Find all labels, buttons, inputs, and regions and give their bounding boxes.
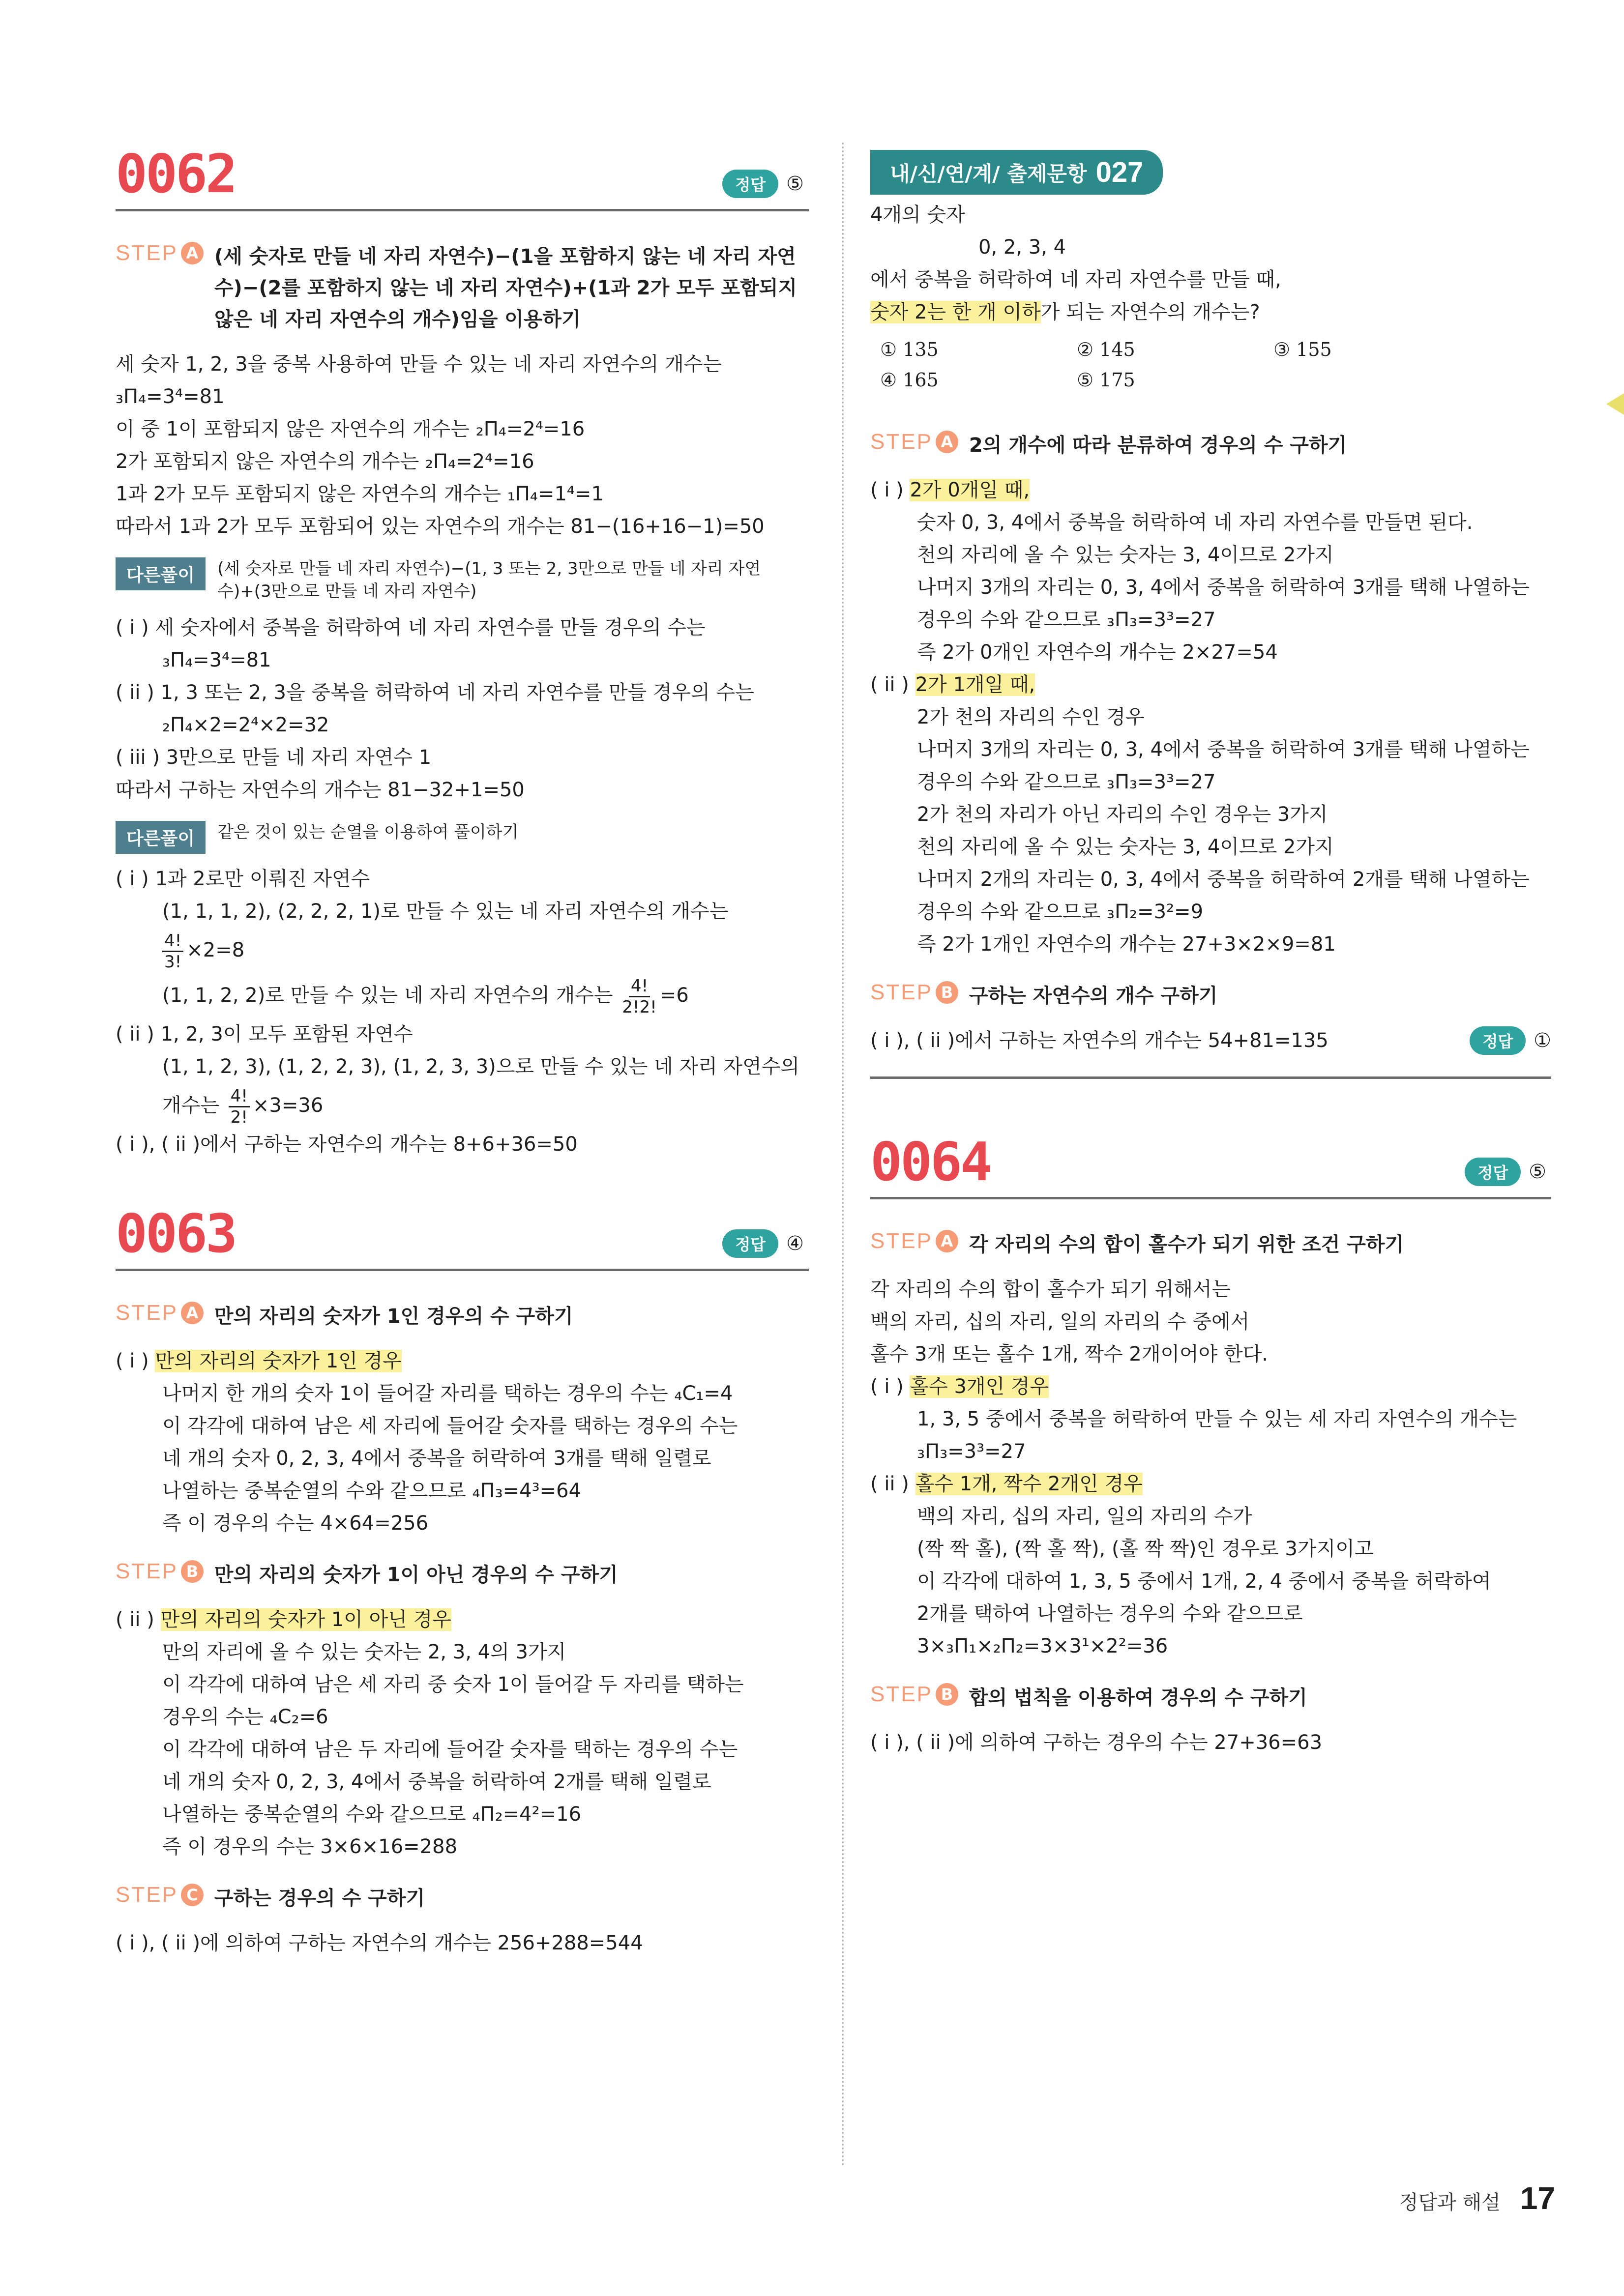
solution-line: 따라서 구하는 자연수의 개수는 81−32+1=50: [116, 779, 525, 801]
solution-line: 경우의 수와 같으므로 ₃Π₂=3²=9: [917, 901, 1204, 923]
step-title: 합의 법칙을 이용하여 경우의 수 구하기: [969, 1686, 1307, 1709]
solution-line: ( i ), ( ii )에서 구하는 자연수의 개수는 8+6+36=50: [116, 1133, 578, 1156]
step-a: [116, 241, 809, 335]
solution-line: 나열하는 중복순열의 수와 같으므로 ₄Π₃=4³=64: [162, 1480, 582, 1502]
fraction-line: [116, 973, 809, 1018]
denominator: 2!: [230, 1107, 248, 1127]
step-tag: [116, 241, 204, 265]
answer-value: ⑤: [1529, 1161, 1546, 1183]
page-edge-marker: [1606, 393, 1624, 415]
solution-line: 즉 이 경우의 수는 4×64=256: [162, 1512, 429, 1535]
answer-value: ①: [1534, 1029, 1551, 1052]
solution-line: ₃Π₄=3⁴=81: [162, 649, 271, 671]
solution-line: ( ii ) 1, 2, 3이 모두 포함된 자연수: [116, 1023, 413, 1046]
step-letter-icon: A: [181, 242, 204, 264]
solution-line: 천의 자리에 올 수 있는 숫자는 3, 4이므로 2가지: [917, 836, 1334, 858]
solution-line: 백의 자리, 십의 자리, 일의 자리의 수가: [917, 1505, 1252, 1528]
step-letter-icon: A: [936, 431, 958, 453]
case-heading: [870, 1370, 1551, 1403]
numerator: 4!: [229, 1086, 250, 1107]
solution-line: 1과 2가 모두 포함되지 않은 자연수의 개수는 ₁Π₄=1⁴=1: [116, 483, 604, 505]
solution-line: ( i ), ( ii )에 의하여 구하는 자연수의 개수는 256+288=544: [116, 1932, 643, 1954]
answer-value: ⑤: [786, 173, 804, 195]
step-title: 구하는 자연수의 개수 구하기: [969, 985, 1218, 1007]
solution-line: 나머지 3개의 자리는 0, 3, 4에서 중복을 허락하여 3개를 택해 나열하는: [917, 576, 1530, 599]
alt-label: 다른풀이: [116, 557, 206, 590]
solution-line: 이 각각에 대하여 남은 세 자리 중 숫자 1이 들어갈 두 자리를 택하는: [162, 1673, 744, 1696]
fraction-result: ×3=36: [252, 1094, 324, 1117]
answer-choices: [880, 334, 1551, 395]
alternative-solution-2: [116, 821, 809, 854]
fraction-line: [116, 1083, 809, 1128]
linked-problem-banner: [870, 150, 1163, 195]
final-line: [870, 1024, 1551, 1057]
problem-header: [116, 1205, 809, 1271]
spacer: [116, 1161, 809, 1205]
alternative-solution-1: [116, 557, 809, 603]
highlighted-text: 홀수 1개, 짝수 2개인 경우: [915, 1473, 1143, 1495]
solution-line: ( i ), ( ii )에 의하여 구하는 경우의 수는 27+36=63: [870, 1731, 1323, 1754]
fraction-result: ×2=8: [186, 939, 245, 961]
answer-badge: 정답: [722, 170, 778, 198]
choice-3: ③ 155: [1273, 339, 1332, 360]
solution-line: ( i ), ( ii )에서 구하는 자연수의 개수는 54+81=135: [870, 1029, 1329, 1052]
step-title: 구하는 경우의 수 구하기: [214, 1887, 425, 1910]
problem-0064: [870, 1133, 1551, 1759]
left-column: [116, 145, 809, 1959]
case-number: ( i ): [870, 479, 904, 501]
problem-number: 0064: [870, 1132, 991, 1193]
solution-line: 이 중 1이 포함되지 않은 자연수의 개수는 ₂Π₄=2⁴=16: [116, 418, 585, 440]
case-number: ( ii ): [870, 673, 909, 696]
alt-title: 같은 것이 있는 순열을 이용하여 풀이하기: [217, 822, 519, 842]
case-heading: [116, 1345, 809, 1377]
solution-line: 이 각각에 대하여 1, 3, 5 중에서 1개, 2, 4 중에서 중복을 허락하여: [917, 1570, 1491, 1593]
solution-line: 이 각각에 대하여 남은 세 자리에 들어갈 숫자를 택하는 경우의 수는: [162, 1415, 738, 1437]
step-letter-icon: B: [181, 1560, 204, 1583]
step-label: STEP: [116, 1559, 178, 1583]
highlighted-text: 2가 0개일 때,: [910, 479, 1030, 501]
solution-line: 나머지 2개의 자리는 0, 3, 4에서 중복을 허락하여 2개를 택해 나열하는: [917, 868, 1530, 891]
step-title: 2의 개수에 따라 분류하여 경우의 수 구하기: [969, 434, 1347, 457]
linked-problem-027: [870, 150, 1551, 1079]
step-a: [870, 1229, 1551, 1260]
solution-line: (짝 짝 홀), (짝 홀 짝), (홀 짝 짝)인 경우로 3가지이고: [917, 1538, 1374, 1560]
right-column: [870, 150, 1551, 1759]
solution-line: ₂Π₄×2=2⁴×2=32: [162, 714, 329, 736]
solution-line: 즉 2가 1개인 자연수의 개수는 27+3×2×9=81: [917, 933, 1336, 956]
solution-line: 즉 2가 0개인 자연수의 개수는 2×27=54: [917, 641, 1278, 664]
choice-2: ② 145: [1077, 339, 1135, 360]
solution-line: 각 자리의 수의 합이 홀수가 되기 위해서는: [870, 1278, 1231, 1301]
case-number: ( ii ): [870, 1473, 909, 1495]
step-label: STEP: [116, 1301, 178, 1325]
answer-badge: 정답: [1470, 1026, 1526, 1055]
step-label: STEP: [116, 1883, 178, 1907]
choice-1: ① 135: [880, 339, 939, 360]
answer-indicator: [1470, 1026, 1551, 1055]
solution-line: 2개를 택하여 나열하는 경우의 수와 같으므로: [917, 1602, 1303, 1625]
case-number: ( i ): [870, 1375, 904, 1398]
solution-text: (1, 1, 2, 2)로 만들 수 있는 네 자리 자연수의 개수는: [162, 984, 613, 1007]
step-letter-icon: B: [936, 1683, 958, 1706]
solution-line: ₃Π₃=3³=27: [917, 1440, 1026, 1463]
case-heading: [870, 474, 1551, 506]
alt-title: (세 숫자로 만들 네 자리 자연수)−(1, 3 또는 2, 3만으로 만들 네 자리 자연수)+(3만으로 만들 네 자리 자연수): [217, 559, 761, 601]
alt-label: 다른풀이: [116, 821, 206, 854]
choice-5: ⑤ 175: [1077, 369, 1135, 391]
highlighted-text: 홀수 3개인 경우: [910, 1375, 1049, 1398]
solution-line: 이 각각에 대하여 남은 두 자리에 들어갈 숫자를 택하는 경우의 수는: [162, 1738, 738, 1761]
answer-value: ④: [786, 1232, 804, 1255]
question-line: [870, 296, 1551, 328]
numerator: 4!: [162, 931, 183, 952]
fraction: [622, 976, 657, 1017]
step-a: [116, 1301, 809, 1332]
step-title: 만의 자리의 숫자가 1이 아닌 경우의 수 구하기: [214, 1564, 618, 1586]
answer-indicator: [1465, 1158, 1546, 1186]
case-heading: [870, 668, 1551, 701]
solution-line: 홀수 3개 또는 홀수 1개, 짝수 2개이어야 한다.: [870, 1343, 1269, 1366]
column-divider: [842, 143, 844, 2168]
step-label: STEP: [870, 980, 933, 1004]
question-text: 가 되는 자연수의 개수는?: [1040, 301, 1260, 323]
solution-line: ( iii ) 3만으로 만들 네 자리 자연수 1: [116, 746, 432, 769]
numerator: 4!: [629, 976, 650, 997]
step-letter-icon: B: [936, 981, 958, 1004]
step-tag: [870, 980, 958, 1005]
solution-line: 따라서 1과 2가 모두 포함되어 있는 자연수의 개수는 81−(16+16−1)=50: [116, 515, 765, 538]
step-tag: [116, 1883, 204, 1907]
footer-label: 정답과 해설: [1399, 2191, 1501, 2214]
step-tag: [870, 430, 958, 454]
fraction: [229, 1086, 250, 1127]
step-label: STEP: [870, 430, 933, 454]
highlighted-text: 2가 1개일 때,: [915, 673, 1035, 696]
step-label: STEP: [870, 1682, 933, 1706]
step-label: STEP: [116, 241, 178, 265]
page-footer: [1399, 2180, 1555, 2216]
denominator: 3!: [164, 952, 182, 972]
solution-text: 개수는: [162, 1094, 219, 1117]
step-letter-icon: A: [181, 1302, 204, 1324]
problem-number: 0063: [116, 1203, 236, 1265]
denominator: 2!2!: [622, 997, 657, 1017]
solution-line: ( i ) 세 숫자에서 중복을 허락하여 네 자리 자연수를 만들 경우의 수는: [116, 616, 706, 639]
step-letter-icon: A: [936, 1230, 958, 1252]
step-title: 각 자리의 수의 합이 홀수가 되기 위한 조건 구하기: [969, 1233, 1404, 1256]
banner-label: 내/신/연/계/ 출제문항: [890, 161, 1087, 186]
problem-number: 0062: [116, 144, 236, 205]
fraction-line: [116, 928, 809, 973]
answer-badge: 정답: [1465, 1158, 1521, 1186]
step-b: [116, 1559, 809, 1591]
solution-line: 백의 자리, 십의 자리, 일의 자리의 수 중에서: [870, 1310, 1250, 1333]
step-b: [870, 1682, 1551, 1714]
question-line: 에서 중복을 허락하여 네 자리 자연수를 만들 때,: [870, 268, 1281, 291]
highlighted-text: 만의 자리의 숫자가 1인 경우: [155, 1350, 402, 1372]
solution-line: ₃Π₄=3⁴=81: [116, 385, 225, 408]
solution-line: 세 숫자 1, 2, 3을 중복 사용하여 만들 수 있는 네 자리 자연수의 개수는: [116, 353, 722, 376]
solution-line: 천의 자리에 올 수 있는 숫자는 3, 4이므로 2가지: [917, 544, 1334, 566]
case-number: ( ii ): [116, 1608, 154, 1631]
solution-line: 3×₃Π₁×₂Π₂=3×3¹×2²=36: [917, 1635, 1168, 1657]
step-b: [870, 980, 1551, 1012]
question-line: 0, 2, 3, 4: [978, 236, 1066, 259]
answer-indicator: [722, 1229, 804, 1258]
problem-header: [116, 145, 809, 211]
problem-header: [870, 1133, 1551, 1199]
case-heading: [116, 1603, 809, 1636]
fraction: [162, 931, 183, 972]
solution-line: 2가 천의 자리가 아닌 자리의 수인 경우는 3가지: [917, 803, 1328, 826]
solution-line: 2가 포함되지 않은 자연수의 개수는 ₂Π₄=2⁴=16: [116, 450, 534, 473]
solution-line: 나머지 한 개의 숫자 1이 들어갈 자리를 택하는 경우의 수는 ₄C₁=4: [162, 1382, 733, 1405]
problem-0063: [116, 1205, 809, 1959]
problem-0062: [116, 145, 809, 1161]
page-number: 17: [1520, 2180, 1555, 2216]
step-label: STEP: [870, 1229, 933, 1253]
answer-badge: 정답: [722, 1229, 778, 1258]
choice-4: ④ 165: [880, 369, 939, 391]
highlighted-text: 숫자 2는 한 개 이하: [870, 301, 1041, 323]
case-heading: [870, 1468, 1551, 1500]
solution-line: 2가 천의 자리의 수인 경우: [917, 706, 1145, 728]
solution-line: 나열하는 중복순열의 수와 같으므로 ₄Π₂=4²=16: [162, 1803, 582, 1826]
spacer: [870, 1079, 1551, 1133]
question-line: 4개의 숫자: [870, 203, 965, 226]
case-number: ( i ): [116, 1350, 149, 1372]
fraction-result: =6: [659, 984, 689, 1007]
step-title: (세 숫자로 만들 네 자리 자연수)−(1을 포함하지 않는 네 자리 자연수)−(2를 포함하지 않는 네 자리 자연수)+(1과 2가 모두 포함되지 않은 네 자리 자연수의 개수)임을 이용하기: [214, 245, 797, 331]
step-tag: [116, 1301, 204, 1325]
solution-line: 경우의 수는 ₄C₂=6: [162, 1706, 328, 1728]
answer-indicator: [722, 170, 804, 198]
solution-line: 경우의 수와 같으므로 ₃Π₃=3³=27: [917, 771, 1216, 793]
step-letter-icon: C: [181, 1884, 204, 1906]
step-c: [116, 1883, 809, 1914]
step-title: 만의 자리의 숫자가 1인 경우의 수 구하기: [214, 1305, 573, 1328]
step-tag: [870, 1229, 958, 1253]
solution-line: ( ii ) 1, 3 또는 2, 3을 중복을 허락하여 네 자리 자연수를 만들 경우의 수는: [116, 681, 754, 704]
solution-line: 네 개의 숫자 0, 2, 3, 4에서 중복을 허락하여 3개를 택해 일렬로: [162, 1447, 711, 1470]
step-a: [870, 430, 1551, 461]
solution-line: 숫자 0, 3, 4에서 중복을 허락하여 네 자리 자연수를 만들면 된다.: [917, 511, 1473, 534]
step-tag: [116, 1559, 204, 1584]
highlighted-text: 만의 자리의 숫자가 1이 아닌 경우: [160, 1608, 451, 1631]
solution-line: 1, 3, 5 중에서 중복을 허락하여 만들 수 있는 세 자리 자연수의 개수는: [917, 1408, 1517, 1430]
solution-line: (1, 1, 2, 3), (1, 2, 2, 3), (1, 2, 3, 3)으로 만들 수 있는 네 자리 자연수의: [162, 1055, 799, 1078]
solution-line: 경우의 수와 같으므로 ₃Π₃=3³=27: [917, 609, 1216, 631]
solution-line: (1, 1, 1, 2), (2, 2, 2, 1)로 만들 수 있는 네 자리 자연수의 개수는: [162, 900, 729, 923]
solution-line: ( i ) 1과 2로만 이뤄진 자연수: [116, 868, 370, 890]
solution-line: 네 개의 숫자 0, 2, 3, 4에서 중복을 허락하여 2개를 택해 일렬로: [162, 1771, 711, 1793]
solution-line: 즉 이 경우의 수는 3×6×16=288: [162, 1835, 458, 1858]
solution-line: 만의 자리에 올 수 있는 숫자는 2, 3, 4의 3가지: [162, 1641, 566, 1663]
solution-line: 나머지 3개의 자리는 0, 3, 4에서 중복을 허락하여 3개를 택해 나열하는: [917, 738, 1530, 761]
banner-number: 027: [1095, 156, 1144, 188]
step-tag: [870, 1682, 958, 1707]
